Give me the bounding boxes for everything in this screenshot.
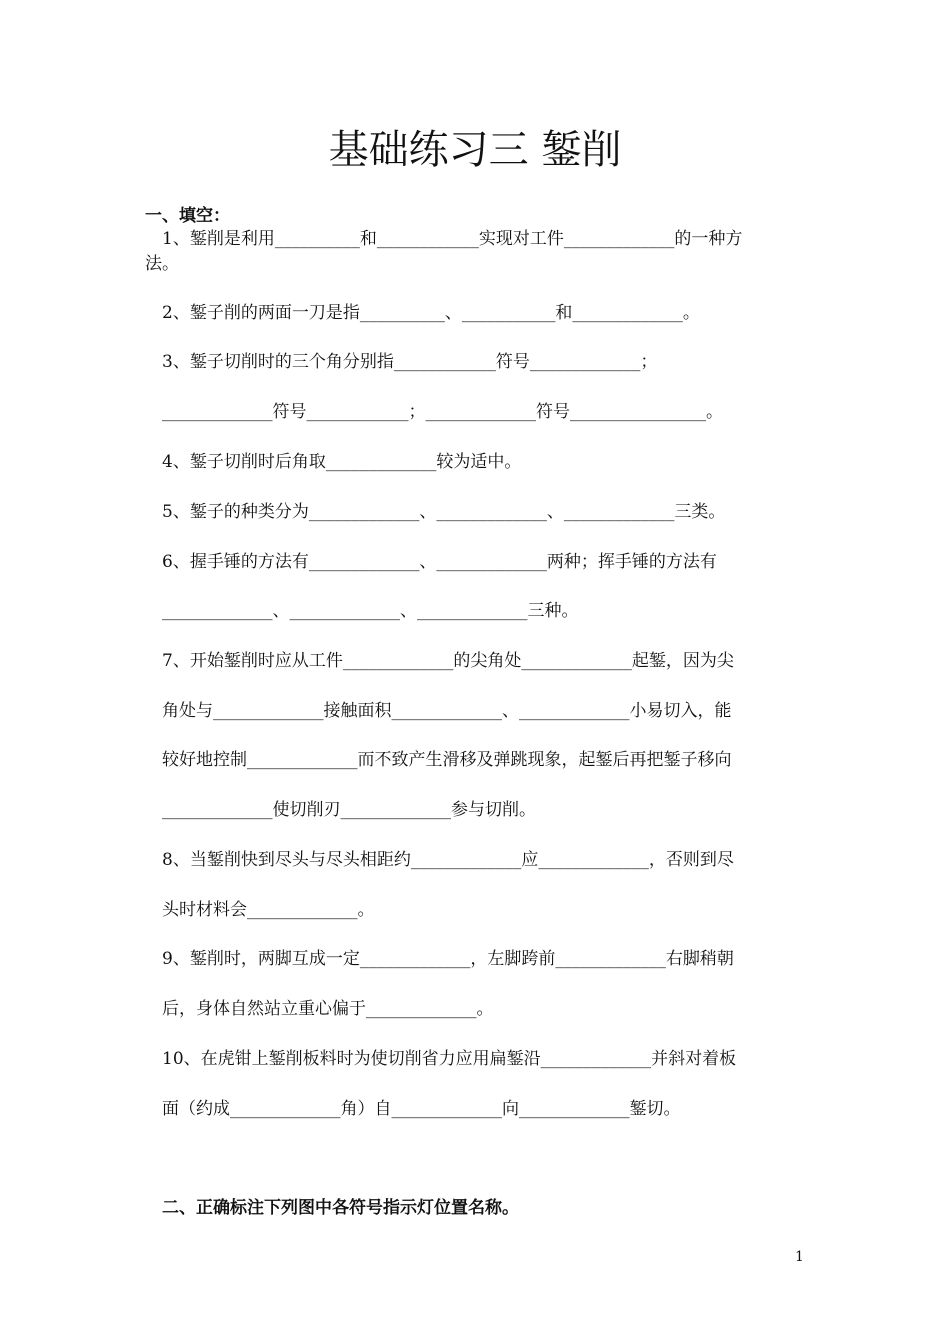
question-line: 角处与_____________接触面积_____________、_____________小易切入，能 — [162, 701, 732, 721]
question-line: 后，身体自然站立重心偏于_____________。 — [162, 999, 494, 1019]
question-line: 5、錾子的种类分为_____________、_____________、_____________三类。 — [162, 502, 726, 522]
question-line: 头时材料会_____________。 — [162, 900, 375, 920]
question-line: 7、开始錾削时应从工件_____________的尖角处_____________起錾，因为尖 — [162, 651, 734, 671]
question-line: _____________符号____________；_____________符号________________。 — [162, 402, 723, 422]
question-line: 10、在虎钳上錾削板料时为使切削省力应用扁錾沿_____________并斜对着板 — [162, 1049, 737, 1069]
question-line: 面（约成_____________角）自_____________向_____________錾切。 — [162, 1099, 681, 1119]
question-line: 9、錾削时，两脚互成一定_____________，左脚跨前_____________右脚稍朝 — [162, 949, 734, 969]
question-line: 较好地控制_____________而不致产生滑移及弹跳现象，起錾后再把錾子移向 — [162, 750, 732, 770]
question-line: 3、錾子切削时的三个角分别指____________符号_____________； — [162, 352, 658, 372]
question-line: 6、握手锤的方法有_____________、_____________两种；挥手锤的方法有 — [162, 552, 717, 572]
question-line: 8、当錾削快到尽头与尽头相距约_____________应_____________，否则到尽 — [162, 850, 734, 870]
page-number: 1 — [795, 1249, 804, 1265]
section-heading-labeling: 二、正确标注下列图中各符号指示灯位置名称。 — [162, 1198, 519, 1218]
question-line: 2、錾子削的两面一刀是指__________、___________和_____________。 — [162, 303, 700, 323]
page-title: 基础练习三 錾削 — [328, 127, 622, 173]
section-heading-fill-blanks: 一、填空： — [145, 206, 230, 226]
question-line: 1、錾削是利用__________和____________实现对工件_____________的一种方 — [162, 229, 743, 249]
question-line: _____________、_____________、_____________三种。 — [162, 601, 579, 621]
question-line: _____________使切削刃_____________参与切削。 — [162, 800, 536, 820]
question-line: 4、錾子切削时后角取_____________较为适中。 — [162, 452, 522, 472]
question-line: 法。 — [145, 254, 179, 274]
